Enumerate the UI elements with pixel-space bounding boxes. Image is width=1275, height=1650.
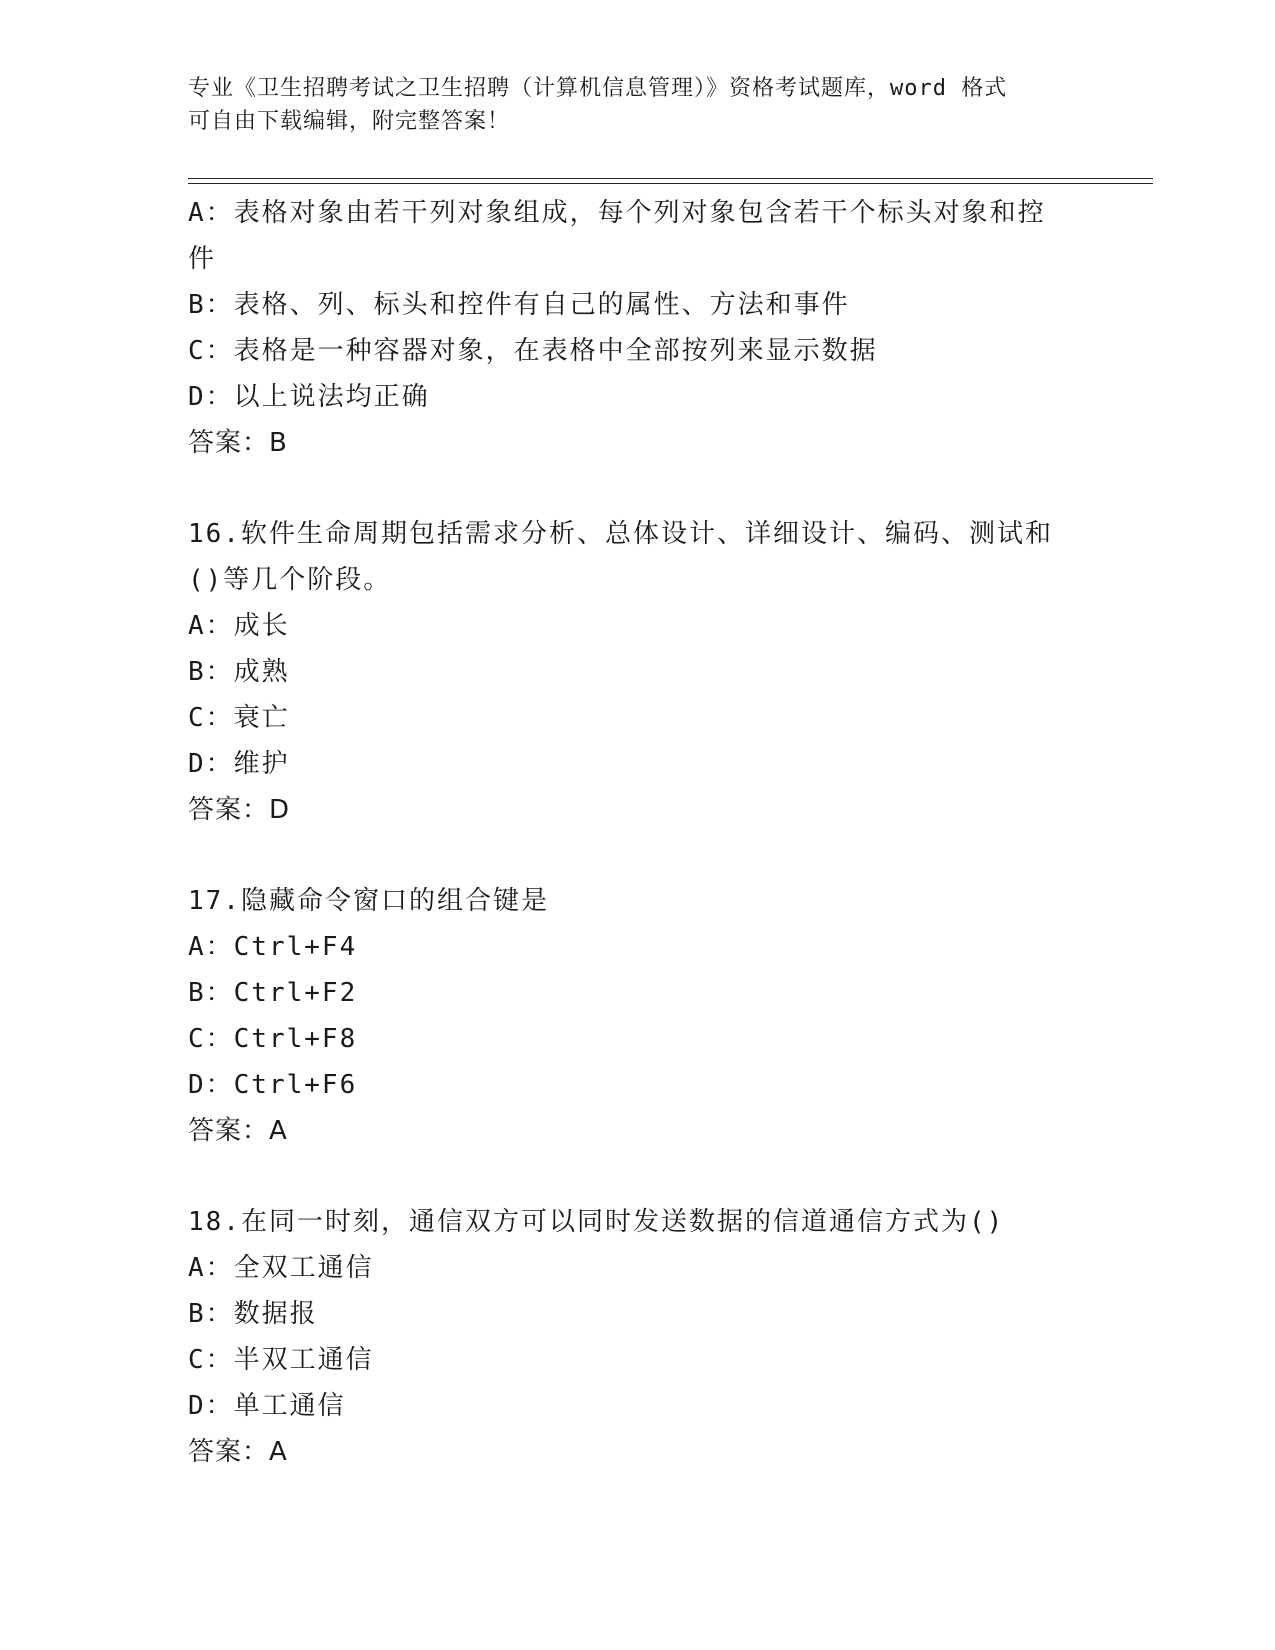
option-b: B：成熟 [188, 657, 290, 687]
option-c: C：衰亡 [188, 703, 290, 733]
header-divider-bottom [188, 183, 1153, 184]
answer-line: 答案：D [188, 795, 291, 825]
question-block-18 [188, 1199, 1088, 1475]
option-d: D：维护 [188, 749, 290, 779]
answer-line: 答案：A [188, 1116, 288, 1146]
option-a: A：全双工通信 [188, 1253, 374, 1283]
option-a: A：Ctrl+F4 [188, 932, 358, 962]
question-stem: 17.隐藏命令窗口的组合键是 [188, 886, 549, 916]
option-b: B：表格、列、标头和控件有自己的属性、方法和事件 [188, 290, 850, 320]
option-c: C：Ctrl+F8 [188, 1024, 358, 1054]
option-b: B：数据报 [188, 1299, 318, 1329]
answer-line: 答案：A [188, 1437, 288, 1467]
option-b: B：Ctrl+F2 [188, 978, 358, 1008]
question-stem: 18.在同一时刻，通信双方可以同时发送数据的信道通信方式为() [188, 1207, 1005, 1237]
option-d: D：Ctrl+F6 [188, 1070, 358, 1100]
option-c: C：表格是一种容器对象，在表格中全部按列来显示数据 [188, 336, 878, 366]
question-stem-line-1: 16.软件生命周期包括需求分析、总体设计、详细设计、编码、测试和 [188, 519, 1053, 549]
option-a-line-1: A：表格对象由若干列对象组成，每个列对象包含若干个标头对象和控 [188, 198, 1046, 228]
document-header [188, 72, 1068, 138]
option-d: D：单工通信 [188, 1391, 346, 1421]
option-c: C：半双工通信 [188, 1345, 374, 1375]
question-stem-line-2: ()等几个阶段。 [188, 565, 392, 595]
header-divider-top [188, 178, 1153, 179]
option-d: D：以上说法均正确 [188, 382, 430, 412]
question-list [188, 190, 1088, 1475]
question-block-15 [188, 190, 1088, 466]
question-block-16 [188, 511, 1088, 833]
header-line-2: 可自由下载编辑，附完整答案！ [188, 109, 511, 134]
option-a: A：成长 [188, 611, 290, 641]
option-a-line-2: 件 [188, 244, 217, 274]
question-block-17 [188, 878, 1088, 1154]
answer-line: 答案：B [188, 428, 288, 458]
header-line-1: 专业《卫生招聘考试之卫生招聘（计算机信息管理）》资格考试题库，word 格式 [188, 76, 1008, 101]
